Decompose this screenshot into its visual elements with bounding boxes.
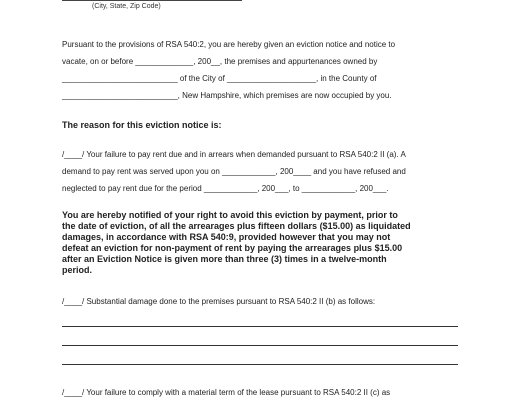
notice-line-4: defeat an eviction for non-payment of rent by paying the arrearages plus $15.00 — [62, 243, 403, 253]
intro-line-1: Pursuant to the provisions of RSA 540:2, you are hereby given an eviction notice and notice to — [62, 40, 396, 49]
reason-a-line-2: demand to pay rent was served upon you on ____________, 200____ and you have refused and — [62, 167, 406, 176]
reason-a-line-1: /____/ Your failure to pay rent due and in arrears when demanded pursuant to RSA 540:2 II (a). A — [62, 150, 406, 159]
intro-line-3: __________________________ of the City of ____________________, in the County of — [62, 74, 377, 83]
notice-line-1: You are hereby notified of your right to avoid this eviction by payment, prior to — [62, 210, 398, 220]
reason-a-line-3: neglected to pay rent due for the period ____________, 200___, to ____________, 200___. — [62, 184, 389, 193]
address-signature-line — [62, 0, 242, 1]
reason-damage: /____/ Substantial damage done to the premises pursuant to RSA 540:2 II (b) as follows: — [62, 297, 376, 306]
reason-lease-violation: /____/ Your failure to comply with a material term of the lease pursuant to RSA 540:2 II (c) as — [62, 388, 391, 397]
notice-line-2: the date of eviction, of all the arrearages plus fifteen dollars ($15.00) as liquidated — [62, 221, 411, 231]
address-caption: (City, State, Zip Code) — [92, 3, 161, 10]
notice-line-5: after an Eviction Notice is given more than three (3) times in a twelve-month — [62, 254, 387, 264]
fill-in-line-2 — [62, 345, 458, 346]
intro-line-2: vacate, on or before _____________, 200__, the premises and appurtenances owned by — [62, 57, 378, 66]
notice-line-3: damages, in accordance with RSA 540:9, provided however that you may not — [62, 232, 391, 242]
reason-heading: The reason for this eviction notice is: — [62, 120, 222, 130]
fill-in-line-3 — [62, 364, 458, 365]
intro-line-4: __________________________, New Hampshire, which premises are now occupied by you. — [62, 91, 392, 100]
notice-line-6: period. — [62, 265, 93, 275]
fill-in-line-1 — [62, 326, 458, 327]
